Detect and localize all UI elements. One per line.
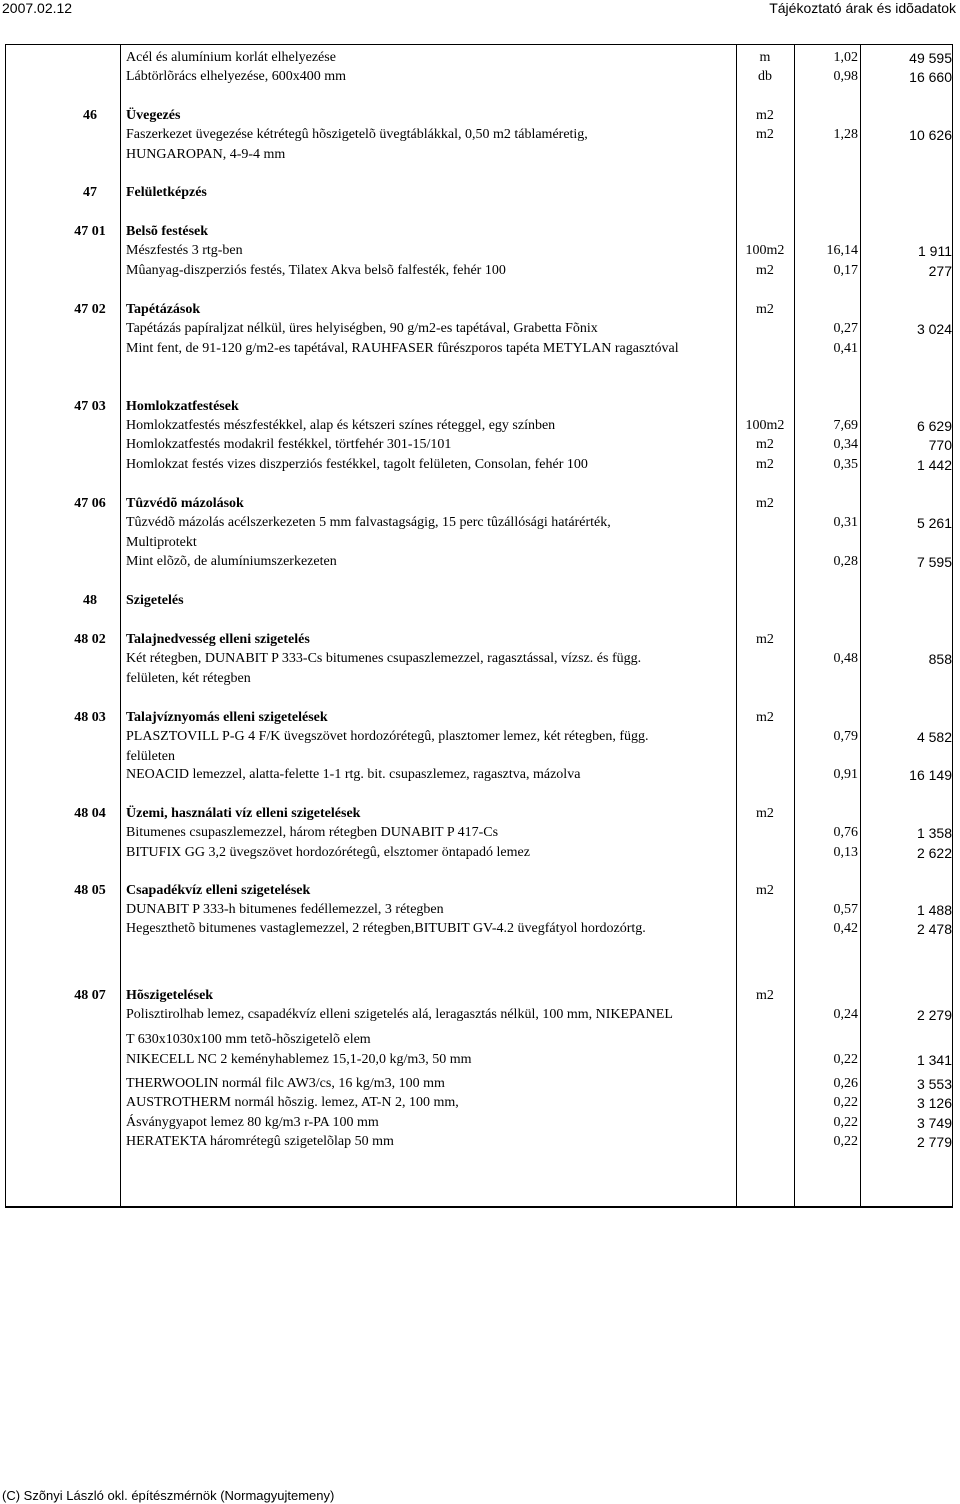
row-code: 48 04	[74, 806, 106, 821]
row-price: 16 660	[909, 69, 952, 85]
divider-code-desc	[120, 44, 121, 1207]
row-price: 277	[928, 263, 952, 279]
row-price: 1 442	[916, 457, 952, 473]
row-code: 48 07	[74, 988, 106, 1003]
row-unit: m2	[756, 127, 774, 142]
row-price: 7 595	[916, 554, 952, 570]
row-quantity: 0,22	[833, 1095, 858, 1110]
item-description: Mint elõzõ, de alumíniumszerkezeten	[126, 554, 337, 569]
item-description: DUNABIT P 333-h bitumenes fedéllemezzel, 3 rétegben	[126, 902, 444, 917]
row-unit: m2	[756, 108, 774, 123]
row-quantity: 1,02	[833, 50, 858, 65]
row-price: 2 478	[916, 921, 952, 937]
section-heading: Talajnedvesség elleni szigetelés	[126, 632, 310, 647]
divider-qty-price	[860, 44, 861, 1207]
row-quantity: 0,79	[833, 729, 858, 744]
item-description: Homlokzat festés vizes diszperziós festékkel, tagolt felületen, Consolan, fehér 100	[126, 457, 588, 472]
row-price: 16 149	[909, 767, 952, 783]
section-heading: Hõszigetelések	[126, 988, 214, 1003]
row-code: 46	[83, 108, 97, 123]
row-price: 3 024	[916, 321, 952, 337]
item-description: THERWOOLIN normál filc AW3/cs, 16 kg/m3, 100 mm	[126, 1076, 445, 1091]
row-unit: db	[758, 69, 772, 84]
row-code: 47 06	[74, 496, 106, 511]
item-description: Lábtörlõrács elhelyezése, 600x400 mm	[126, 69, 347, 84]
row-quantity: 7,69	[833, 418, 858, 433]
row-price: 1 911	[918, 243, 952, 259]
row-quantity: 0,22	[833, 1115, 858, 1130]
item-description: NIKECELL NC 2 keményhablemez 15,1-20,0 kg/m3, 50 mm	[126, 1052, 472, 1067]
row-quantity: 0,91	[833, 767, 858, 782]
row-quantity: 0,34	[833, 437, 858, 452]
item-description: Faszerkezet üvegezése kétrétegû hõszigetelõ üvegtáblákkal, 0,50 m2 táblaméretig,	[126, 127, 588, 142]
item-description: Tûzvédõ mázolás acélszerkezeten 5 mm falvastagságig, 15 perc tûzállósági határérték,	[126, 515, 611, 530]
footer-copyright: (C) Szõnyi László okl. építészmérnök (Normagyujtemeny)	[2, 1488, 335, 1503]
item-description: Tapétázás papíraljzat nélkül, üres helyiségben, 90 g/m2-es tapétával, Grabetta Fõnix	[126, 321, 598, 336]
row-code: 48	[83, 593, 97, 608]
divider-desc-unit	[736, 44, 737, 1207]
row-price: 1 488	[916, 902, 952, 918]
row-unit: m2	[756, 457, 774, 472]
row-code: 47 02	[74, 302, 106, 317]
row-unit: m2	[756, 263, 774, 278]
item-description: Mûanyag-diszperziós festés, Tilatex Akva belsõ falfesték, fehér 100	[126, 263, 506, 278]
row-quantity: 0,17	[833, 263, 858, 278]
row-quantity: 0,22	[833, 1134, 858, 1149]
row-quantity: 0,31	[833, 515, 858, 530]
row-price: 10 626	[909, 127, 952, 143]
section-heading: Belsõ festések	[126, 224, 209, 239]
row-quantity: 0,26	[833, 1076, 858, 1091]
row-code: 48 05	[74, 883, 106, 898]
item-description: T 630x1030x100 mm tetõ-hõszigetelõ elem	[126, 1032, 371, 1047]
section-heading: Csapadékvíz elleni szigetelések	[126, 883, 311, 898]
row-unit: m2	[756, 988, 774, 1003]
row-price: 49 595	[909, 50, 952, 66]
row-unit: m2	[756, 302, 774, 317]
item-description: Mészfestés 3 rtg-ben	[126, 243, 243, 258]
row-quantity: 0,28	[833, 554, 858, 569]
row-price: 6 629	[916, 418, 952, 434]
row-quantity: 0,27	[833, 321, 858, 336]
row-unit: m2	[756, 496, 774, 511]
item-description: Két rétegben, DUNABIT P 333-Cs bitumenes csupaszlemezzel, ragasztással, vízsz. és függ.	[126, 651, 642, 666]
row-price: 3 553	[916, 1076, 952, 1092]
row-price: 1 358	[916, 825, 952, 841]
section-heading: Felületképzés	[126, 185, 207, 200]
table-bottom-rule	[5, 1206, 953, 1208]
item-description: felületen	[126, 749, 175, 764]
row-quantity: 0,76	[833, 825, 858, 840]
section-heading: Talajvíznyomás elleni szigetelések	[126, 710, 328, 725]
header-date: 2007.02.12	[2, 0, 73, 16]
row-quantity: 0,13	[833, 845, 858, 860]
row-quantity: 0,35	[833, 457, 858, 472]
section-heading: Szigetelés	[126, 593, 184, 608]
row-unit: m2	[756, 806, 774, 821]
row-price: 4 582	[916, 729, 952, 745]
row-quantity: 0,48	[833, 651, 858, 666]
section-heading: Üvegezés	[126, 108, 181, 123]
item-description: HUNGAROPAN, 4-9-4 mm	[126, 147, 286, 162]
row-price: 2 622	[916, 845, 952, 861]
row-unit: m2	[756, 632, 774, 647]
row-quantity: 0,57	[833, 902, 858, 917]
row-price: 3 749	[916, 1115, 952, 1131]
row-quantity: 0,41	[833, 341, 858, 356]
row-quantity: 0,24	[833, 1007, 858, 1022]
row-code: 48 02	[74, 632, 106, 647]
item-description: Homlokzatfestés modakril festékkel, törtfehér 301-15/101	[126, 437, 452, 452]
row-code: 47	[83, 185, 97, 200]
row-price: 3 126	[916, 1095, 952, 1111]
item-description: NEOACID lemezzel, alatta-felette 1-1 rtg. bit. csupaszlemez, ragasztva, mázolva	[126, 767, 581, 782]
header-title: Tájékoztató árak és idõadatok	[769, 0, 956, 16]
divider-unit-qty	[794, 44, 795, 1207]
item-description: Ásványgyapot lemez 80 kg/m3 r-PA 100 mm	[126, 1115, 379, 1130]
row-quantity: 0,42	[833, 921, 858, 936]
row-quantity: 0,98	[833, 69, 858, 84]
section-heading: Homlokzatfestések	[126, 399, 239, 414]
row-unit: m	[759, 50, 771, 65]
item-description: Bitumenes csupaszlemezzel, három rétegben DUNABIT P 417-Cs	[126, 825, 499, 840]
row-price: 2 779	[916, 1134, 952, 1150]
row-code: 47 01	[74, 224, 106, 239]
item-description: AUSTROTHERM normál hõszig. lemez, AT-N 2, 100 mm,	[126, 1095, 459, 1110]
item-description: Multiprotekt	[126, 535, 197, 550]
row-quantity: 1,28	[833, 127, 858, 142]
row-unit: m2	[756, 710, 774, 725]
item-description: PLASZTOVILL P-G 4 F/K üvegszövet hordozórétegû, plasztomer lemez, két rétegben, függ.	[126, 729, 649, 744]
row-code: 47 03	[74, 399, 106, 414]
item-description: Acél és alumínium korlát elhelyezése	[126, 50, 336, 65]
item-description: Homlokzatfestés mészfestékkel, alap és kétszeri színes réteggel, egy színben	[126, 418, 556, 433]
row-unit: m2	[756, 437, 774, 452]
row-quantity: 0,22	[833, 1052, 858, 1067]
item-description: felületen, két rétegben	[126, 671, 251, 686]
item-description: Polisztirolhab lemez, csapadékvíz elleni szigetelés alá, leragasztás nélkül, 100 mm, NIKEPANEL	[126, 1007, 673, 1022]
row-price: 2 279	[916, 1007, 952, 1023]
item-description: Mint fent, de 91-120 g/m2-es tapétával, RAUHFASER fûrészporos tapéta METYLAN ragasztóval	[126, 341, 679, 356]
row-price: 770	[928, 437, 952, 453]
section-heading: Tûzvédõ mázolások	[126, 496, 244, 511]
section-heading: Üzemi, használati víz elleni szigetelések	[126, 806, 361, 821]
row-unit: 100m2	[745, 418, 785, 433]
row-price: 858	[928, 651, 952, 667]
item-description: HERATEKTA háromrétegû szigetelõlap 50 mm	[126, 1134, 394, 1149]
item-description: BITUFIX GG 3,2 üvegszövet hordozórétegû, elsztomer öntapadó lemez	[126, 845, 530, 860]
row-quantity: 16,14	[826, 243, 858, 258]
section-heading: Tapétázások	[126, 302, 201, 317]
row-unit: 100m2	[745, 243, 785, 258]
item-description: Hegeszthetõ bitumenes vastaglemezzel, 2 rétegben,BITUBIT GV-4.2 üvegfátyol hordozórtg.	[126, 921, 646, 936]
row-price: 5 261	[916, 515, 952, 531]
row-code: 48 03	[74, 710, 106, 725]
row-unit: m2	[756, 883, 774, 898]
row-price: 1 341	[916, 1052, 952, 1068]
